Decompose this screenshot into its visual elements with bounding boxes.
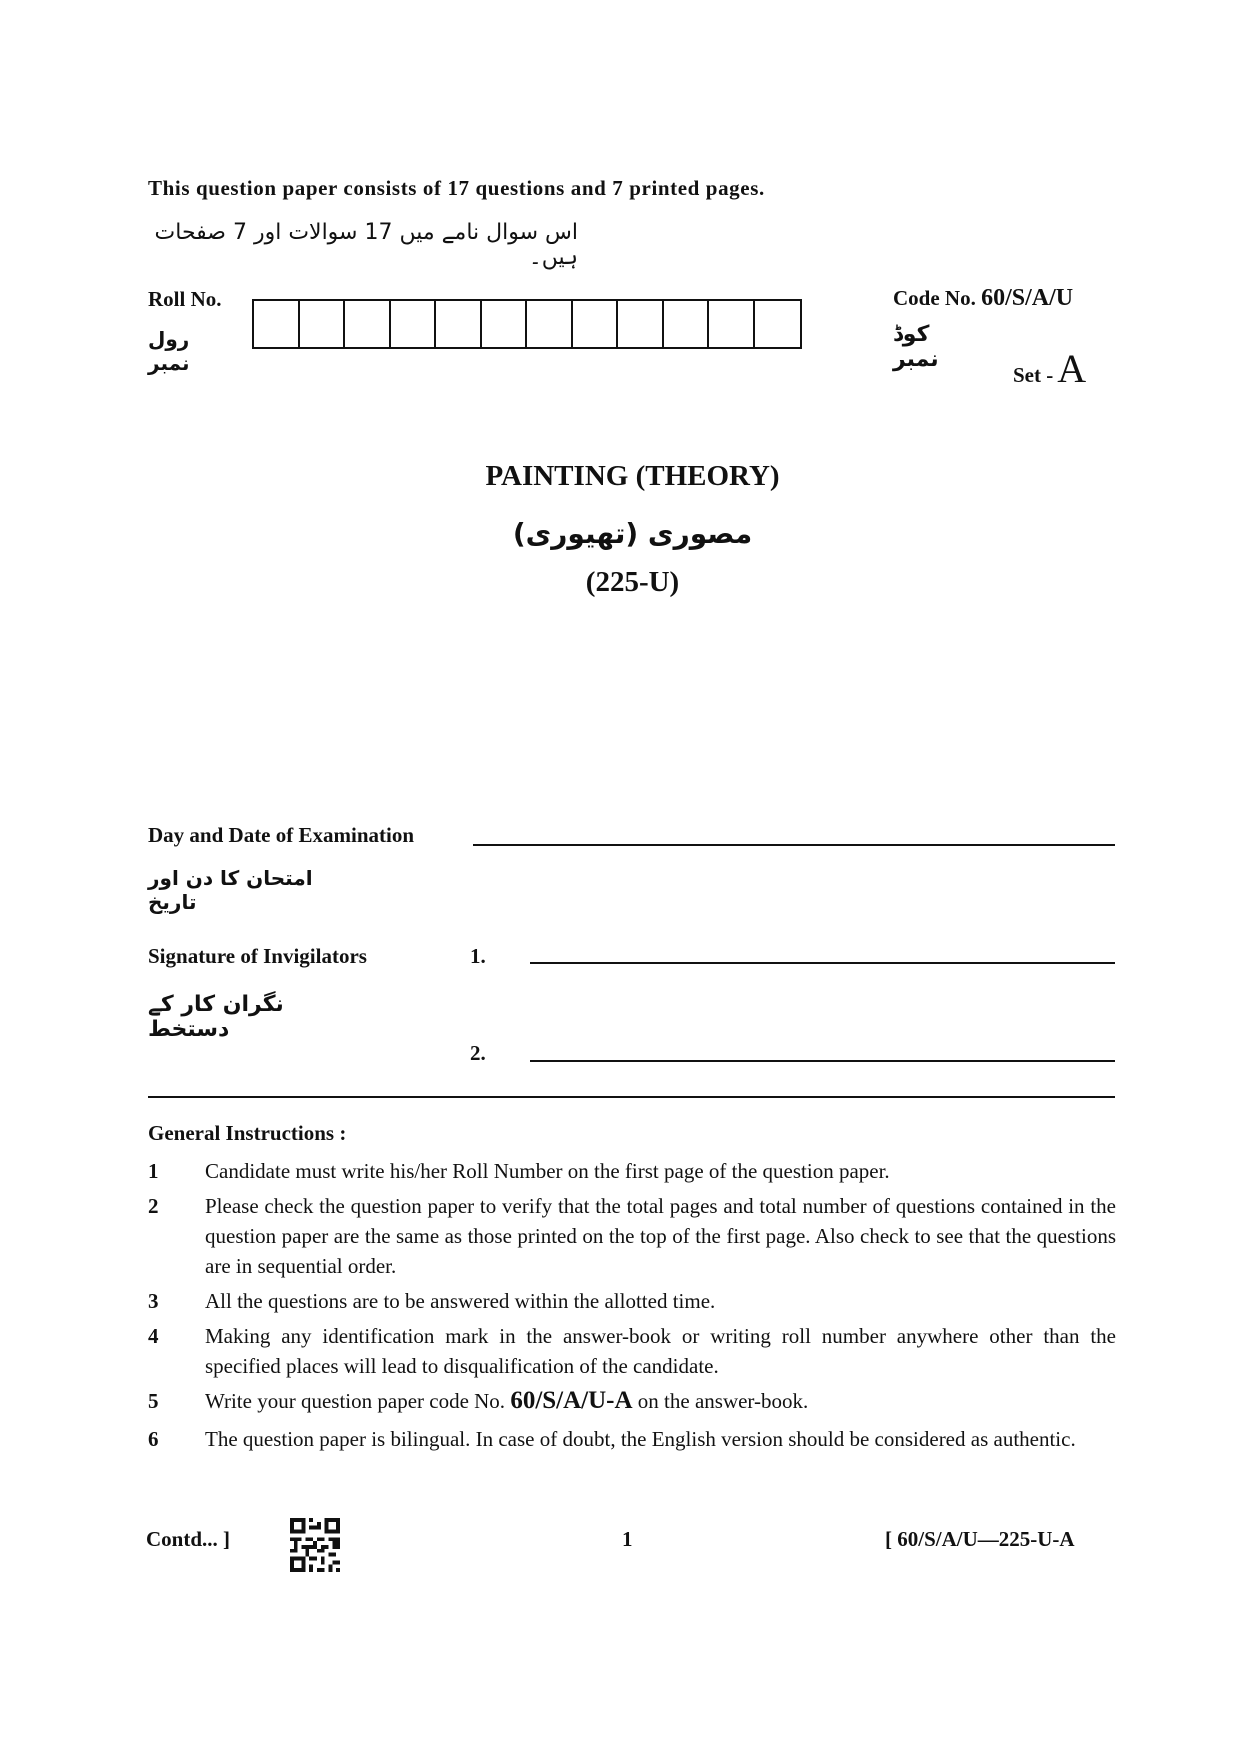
roll-cell[interactable] [391, 301, 437, 347]
instruction-text: Please check the question paper to verify that the total pages and total number of questions contained in the question paper are the same as those printed on the top of the first page. Also check to see that the questions are in sequential order. [205, 1194, 1116, 1278]
qr-code-icon [289, 1518, 341, 1572]
instruction-item [148, 1191, 1116, 1281]
instruction-item [148, 1424, 1116, 1454]
exam-date-label-ur: امتحان کا دن اور تاریخ [148, 866, 313, 914]
invigilators-label-en: Signature of Invigilators [148, 944, 367, 968]
invigilator-2-num: 2. [470, 1041, 486, 1065]
instruction-item [148, 1286, 1116, 1316]
page-number: 1 [622, 1527, 633, 1551]
roll-cell[interactable] [482, 301, 528, 347]
instruction-text: Making any identification mark in the answer-book or writing roll number anywhere other than the specified places will lead to disqualification of the candidate. [205, 1324, 1116, 1378]
code-value: 60/S/A/U [981, 285, 1074, 311]
instruction-text-before: Write your question paper code No. [205, 1389, 506, 1413]
roll-cell[interactable] [436, 301, 482, 347]
contd-label: Contd... ] [146, 1527, 231, 1551]
roll-cell[interactable] [755, 301, 801, 347]
pages-info-en: This question paper consists of 17 questions and 7 printed pages. [148, 176, 765, 200]
roll-cell[interactable] [300, 301, 346, 347]
invigilator-2-signature-line[interactable] [530, 1060, 1115, 1062]
instruction-item [148, 1156, 1116, 1186]
pages-info-ur: اس سوال نامے میں 17 سوالات اور 7 صفحات ہیں۔ [154, 220, 578, 270]
code-label-ur: کوڈ نمبر [893, 322, 939, 372]
code-label: Code No. [893, 286, 976, 310]
roll-cell[interactable] [345, 301, 391, 347]
instruction-number: 3 [148, 1289, 159, 1313]
subject-title-ur: مصوری (تھیوری) [512, 517, 753, 550]
roll-cell[interactable] [527, 301, 573, 347]
roll-cell[interactable] [573, 301, 619, 347]
paper-reference: [ 60/S/A/U—225-U-A [885, 1527, 1075, 1551]
instruction-item [148, 1386, 1116, 1416]
section-divider [148, 1096, 1115, 1098]
set-block [1013, 345, 1086, 392]
set-value: A [1057, 346, 1087, 391]
set-label: Set - [1013, 363, 1054, 387]
instruction-text: The question paper is bilingual. In case of doubt, the English version should be considered as authentic. [205, 1427, 1076, 1451]
instruction-item [148, 1321, 1116, 1381]
instruction-number: 2 [148, 1194, 159, 1218]
instruction-number: 1 [148, 1159, 159, 1183]
instruction-number: 6 [148, 1427, 159, 1451]
instruction-text: Candidate must write his/her Roll Number on the first page of the question paper. [205, 1159, 890, 1183]
instruction-text [205, 1386, 1116, 1416]
invigilator-1-signature-line[interactable] [530, 962, 1115, 964]
roll-label-en: Roll No. [148, 287, 222, 311]
roll-cell[interactable] [664, 301, 710, 347]
invigilator-1-num: 1. [470, 944, 486, 968]
roll-label-ur: رول نمبر [148, 327, 190, 375]
roll-cell[interactable] [254, 301, 300, 347]
answer-book-code: 60/S/A/U-A [510, 1387, 633, 1414]
invigilators-label-ur: نگران کار کے دستخط [148, 992, 284, 1042]
exam-date-label-en: Day and Date of Examination [148, 823, 415, 847]
subject-code: (225-U) [585, 566, 680, 598]
instructions-heading: General Instructions : [148, 1121, 347, 1145]
subject-title-en: PAINTING (THEORY) [485, 460, 780, 492]
roll-number-boxes[interactable] [252, 299, 802, 349]
instruction-number: 5 [148, 1389, 159, 1413]
roll-cell[interactable] [709, 301, 755, 347]
instruction-text-after: on the answer-book. [637, 1389, 809, 1413]
exam-date-line[interactable] [473, 844, 1115, 846]
code-block [893, 285, 1073, 312]
instruction-text: All the questions are to be answered within the allotted time. [205, 1289, 716, 1313]
instruction-number: 4 [148, 1324, 159, 1348]
roll-cell[interactable] [618, 301, 664, 347]
